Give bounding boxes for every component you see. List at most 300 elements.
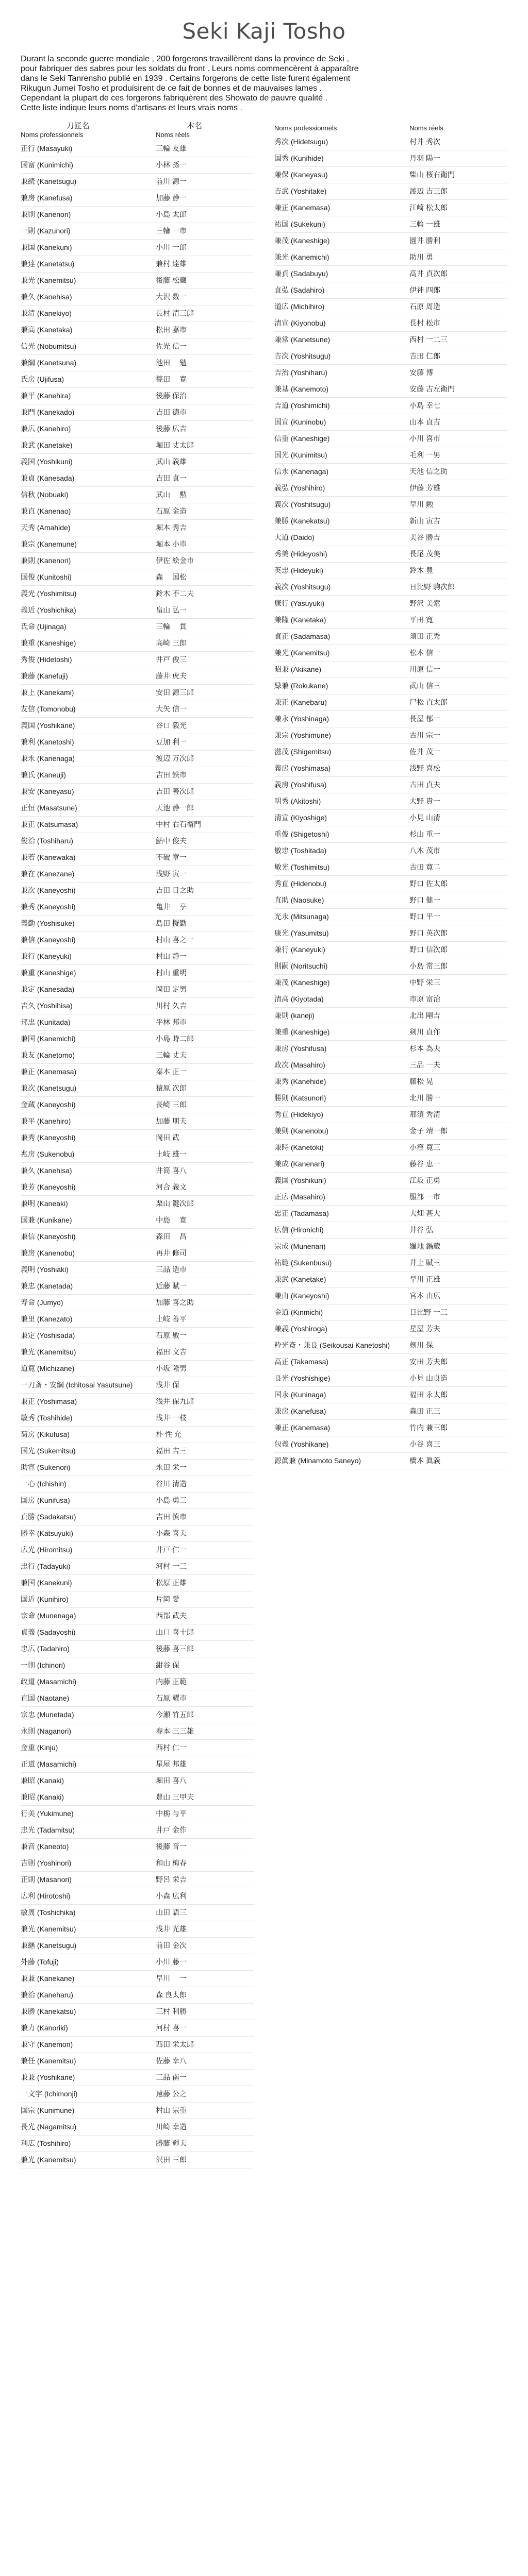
real-name: 安藤 博 [409,365,507,381]
table-row [21,1690,254,1707]
table-row [21,256,254,273]
table-row [21,948,254,965]
real-name: 近藤 賦一 [156,1278,254,1295]
professional-name: 広光 (Hiromitsu) [21,1542,156,1558]
table-row [274,282,507,299]
table-row [274,1189,507,1206]
professional-name: 兼重 (Kaneshige) [21,635,156,652]
table-row [274,1420,507,1436]
real-name: 堀田 丈太郎 [156,437,254,454]
table-row [274,1057,507,1074]
real-name: 大沢 数一 [156,289,254,306]
real-name: 小島 太郎 [156,207,254,223]
table-row [21,1427,254,1443]
real-name: 森 良太郎 [156,1987,254,2004]
professional-name: 兼次 (Kaneyoshi) [21,883,156,899]
real-name: 星屋 邦雄 [156,1756,254,1773]
table-row [21,1888,254,1905]
professional-name: 兼光 (Kanemitsu) [21,1344,156,1361]
smith-table-left [21,120,254,2168]
professional-name: 吉道 (Yoshimichi) [274,398,409,414]
professional-name: 利広 (Toshihiro) [21,2136,156,2152]
professional-name: 兼正 (Kanebaru) [274,694,409,711]
professional-name: 祐範 (Sukenbusu) [274,1255,409,1272]
table-row [21,273,254,289]
real-name: 吉田 日之助 [156,883,254,899]
professional-name: 秀俊 (Hidetoshi) [21,652,156,668]
real-name: 早川 勲 [409,497,507,513]
real-name: 市原 富治 [409,991,507,1008]
real-name: 武山 信三 [409,678,507,694]
real-name: 西田 栄太郎 [156,2037,254,2053]
table-row [274,530,507,546]
header-real-names [156,120,254,141]
professional-name: 忠光 (Tadamitsu) [21,1822,156,1839]
real-name: 島田 擬勤 [156,916,254,932]
professional-name: 兼清 (Kanekiyo) [21,306,156,322]
table-row [21,338,254,355]
table-row [21,2136,254,2152]
table-row [21,784,254,800]
professional-name: 兼永 (Yoshinaga) [274,711,409,727]
table-row [21,751,254,767]
table-row [21,2152,254,2168]
real-name: 岡田 定男 [156,981,254,998]
table-row [21,1014,254,1031]
professional-name: 兼時 (Kanetoki) [274,1140,409,1156]
professional-name: 忠行 (Tadayuki) [21,1558,156,1575]
table-row [274,1024,507,1041]
professional-name: 義弘 (Yoshihiro) [274,480,409,497]
table-row [21,998,254,1014]
real-name: 小森 喜夫 [156,1526,254,1542]
table-row [21,223,254,240]
professional-name: 道広 (Michihiro) [274,299,409,315]
real-name: 那須 秀清 [409,1107,507,1123]
real-name: 春本 三三雄 [156,1723,254,1740]
professional-name: 邦忠 (Kunitada) [21,1014,156,1031]
professional-name: 兼高 (Kanetaka) [21,322,156,338]
table-row [274,1304,507,1321]
header-professional-fr: Noms professionnels [274,124,337,132]
real-name: 三村 利勝 [156,2004,254,2020]
real-name: 天池 信之助 [409,464,507,480]
professional-name: 義国 (Yoshikane) [21,718,156,734]
table-row [21,1080,254,1097]
real-name: 小島 勇三 [156,1493,254,1509]
real-name: 沢田 三郎 [156,2152,254,2168]
professional-name: 国房 (Kunifusa) [21,1493,156,1509]
table-row [21,718,254,734]
professional-name: 兼宗 (Kanemune) [21,536,156,553]
real-name: 後藤 保治 [156,388,254,404]
table-row [21,619,254,635]
table-row [21,487,254,503]
professional-name: 兼則 (Kanenobu) [274,1123,409,1140]
table-row [274,925,507,942]
real-name: 中栃 与平 [156,1806,254,1822]
professional-name: 宗忠 (Munetada) [21,1707,156,1723]
professional-name: 兼国 (Kanekuni) [21,1575,156,1591]
real-name: 前川 源一 [156,174,254,190]
table-row [21,1196,254,1212]
professional-name: 正行 (Masayuki) [21,141,156,157]
real-name: 加藤 喜之助 [156,1295,254,1311]
table-row [21,1773,254,1789]
real-name: 藤松 晃 [409,1074,507,1090]
table-row [274,266,507,282]
real-name: 山田 語三 [156,1905,254,1921]
table-row [274,1288,507,1304]
real-name: 星屋 芳夫 [409,1321,507,1337]
professional-name: 吉則 (Yoshinori) [21,1855,156,1872]
table-row [21,1394,254,1410]
professional-name: 兼光 (Kanemitsu) [274,645,409,662]
table-row [274,662,507,678]
real-name: 日比野 駒次郎 [409,579,507,596]
professional-name: 兼安 (Kaneyasu) [21,784,156,800]
professional-name: 兼久 (Kanehisa) [21,289,156,306]
header-real-jp: 本名 [187,122,203,130]
real-name: 三輪 一市 [156,223,254,240]
real-name: 小見 山良造 [409,1370,507,1387]
table-row [274,975,507,991]
real-name: 平林 邦市 [156,1014,254,1031]
professional-name: 重俊 (Shigetoshi) [274,826,409,843]
professional-name: 兼直 (Kanenao) [21,503,156,520]
table-row [21,553,254,569]
professional-name: 敏光 (Toshimitsu) [274,859,409,876]
real-name: 早川 一 [156,1971,254,1987]
professional-name: 兼成 (Kanenari) [274,1156,409,1173]
real-name: 剣川 貞作 [409,1024,507,1041]
professional-name: 一刀斎・安綱 (Ichitosai Yasutsune) [21,1377,156,1394]
real-name: 小島 幸七 [409,398,507,414]
real-name: 山口 喜十郎 [156,1624,254,1641]
real-name: 後藤 広吉 [156,421,254,437]
professional-name: 兼忠 (Kanetada) [21,1278,156,1295]
table-row [21,1179,254,1196]
professional-name: 明秀 (Akitoshi) [274,793,409,810]
table-row [274,942,507,958]
table-row [274,612,507,629]
table-row [274,694,507,711]
table-row [274,183,507,200]
professional-name: 兼兼 (Kanekane) [21,1971,156,1987]
professional-name: 兼芳 (Kaneyoshi) [21,1179,156,1196]
table-row [274,1337,507,1354]
real-name: 後藤 音一 [156,1839,254,1855]
professional-name: 兼房 (Kanefusa) [21,190,156,207]
real-name: 安藤 吉左衛門 [409,381,507,398]
real-name: 小川 藤一 [156,1954,254,1971]
table-row [21,1476,254,1493]
professional-name: 国光 (Sukemitsu) [21,1443,156,1460]
real-name: 猿原 次郎 [156,1080,254,1097]
professional-name: 国秀 (Kunihide) [274,150,409,167]
table-row [274,299,507,315]
table-row [21,1097,254,1113]
real-name: 小窪 寛三 [409,1140,507,1156]
table-row [21,981,254,998]
real-name: 尸松 直太郎 [409,694,507,711]
professional-name: 義国 (Yoshikuni) [274,1173,409,1189]
table-row [21,1526,254,1542]
professional-name: 兼保 (Kaneyasu) [274,167,409,183]
professional-name: 粋光斎・兼良 (Seikousai Kanetoshi) [274,1337,409,1354]
table-row [21,817,254,833]
table-row [21,1872,254,1888]
professional-name: 国宣 (Kuninobu) [274,414,409,431]
table-row [21,2103,254,2119]
real-name: 八木 茂市 [409,843,507,859]
real-name: 三品 造市 [156,1262,254,1278]
real-name: 北川 勝一 [409,1090,507,1107]
professional-name: 兼武 (Kanetake) [21,437,156,454]
table-row [21,1460,254,1476]
real-name: 野口 平一 [409,909,507,925]
real-name: 井戸 仁一 [156,1542,254,1558]
table-row [21,289,254,306]
intro-line: Cependant la plupart de ces forgerons fabriquèrent des Showato de pauvre qualité . [21,94,328,103]
table-row [274,1272,507,1288]
real-name: 小見 山清 [409,810,507,826]
smith-table-body-left [21,141,254,2168]
table-row [21,1113,254,1130]
professional-name: 高正 (Takamasa) [274,1354,409,1370]
real-name: 畠山 弘一 [156,602,254,619]
real-name: 佐藤 幸八 [156,2053,254,2070]
table-row [21,1756,254,1773]
professional-name: 秀美 (Hideyoshi) [274,546,409,563]
real-name: 大畑 甚大 [409,1206,507,1222]
real-name: 浅井 保 [156,1377,254,1394]
professional-name: 信秋 (Nobuaki) [21,487,156,503]
real-name: 須田 正秀 [409,629,507,645]
table-row [21,1723,254,1740]
professional-name: 源眞兼 (Minamoto Saneyo) [274,1453,409,1469]
smith-list-left [21,120,254,2168]
real-name: 助川 勇 [409,249,507,266]
real-name: 片岡 愛 [156,1591,254,1608]
real-name: 川原 信一 [409,662,507,678]
professional-name: 緑兼 (Rokukane) [274,678,409,694]
real-name: 石原 耀市 [156,1690,254,1707]
table-row [274,1123,507,1140]
professional-name: 一心 (Ichishin) [21,1476,156,1493]
professional-name: 兼次 (Kanetsugu) [21,1080,156,1097]
professional-name: 兼則 (Kanenori) [21,207,156,223]
intro-line: pour fabriquer des sabres pour les soldats du front . Leurs noms commencèrent à apparaître [21,64,359,73]
real-name: 高井 貞次郎 [409,266,507,282]
real-name: 加藤 朋夫 [156,1113,254,1130]
real-name: 大矢 信一 [156,701,254,718]
professional-name: 金蔵 (Kaneyoshi) [21,1097,156,1113]
real-name: 三輪 貫 [156,619,254,635]
real-name: 小川 一郎 [156,240,254,256]
table-row [21,322,254,338]
table-row [21,1328,254,1344]
real-name: 杉山 重一 [409,826,507,843]
professional-name: 義房 (Yoshifusa) [274,777,409,793]
professional-name: 氏命 (Ujinaga) [21,619,156,635]
real-name: 篠田 寛 [156,371,254,388]
intro-line: Rikugun Jumei Tosho et produisirent de ce fait de bonnes et de mauvaises lames . [21,84,322,93]
table-row [21,1740,254,1756]
table-row [21,240,254,256]
real-name: 不破 章一 [156,850,254,866]
professional-name: 兼常 (Kanetsune) [274,332,409,348]
real-name: 三品 一夫 [409,1057,507,1074]
professional-name: 兼光 (Kanemitsu) [21,1921,156,1938]
professional-name: 秀直 (Hidekiyo) [274,1107,409,1123]
table-row [274,958,507,975]
table-row [274,447,507,464]
professional-name: 兼則 (kaneji) [274,1008,409,1024]
real-name: 亀井 享 [156,899,254,916]
intro-line: dans le Seki Tanrensho publié en 1939 . Certains forgerons de cette liste furent également [21,74,351,83]
header-professional-jp: 刀匠名 [66,122,90,130]
professional-name: 義近 (Yoshichika) [21,602,156,619]
professional-name: 兼在 (Kanezane) [21,866,156,883]
real-name: 渡辺 吉三郎 [409,183,507,200]
table-row [21,1575,254,1591]
table-row [21,1806,254,1822]
table-row [274,892,507,909]
real-name: 三輪 一雄 [409,216,507,233]
table-row [21,1707,254,1723]
real-name: 長崎 三郎 [156,1097,254,1113]
smith-lists [21,120,507,2168]
real-name: 井上 賦三 [409,1255,507,1272]
table-row [274,464,507,480]
professional-name: 兼重 (Kaneshige) [21,965,156,981]
real-name: 兼村 達雄 [156,256,254,273]
professional-name: 貞義 (Sadayoshi) [21,1624,156,1641]
table-row [21,1410,254,1427]
professional-name: 兼房 (Yoshifusa) [274,1041,409,1057]
professional-name: 吉久 (Yoshihisa) [21,998,156,1014]
real-name: 武山 義雄 [156,454,254,470]
table-row [274,431,507,447]
table-row [21,1278,254,1295]
professional-name: 忠広 (Tadahiro) [21,1641,156,1657]
table-row [21,1987,254,2004]
table-row [274,678,507,694]
table-row [21,2004,254,2020]
professional-name: 則嗣 (Noritsuchi) [274,958,409,975]
professional-name: 兼兼 (Yoshikane) [21,2070,156,2086]
professional-name: 兼勝 (Kanekatsu) [21,2004,156,2020]
real-name: 谷川 清造 [156,1476,254,1493]
table-row [274,200,507,216]
professional-name: 道寛 (Michizane) [21,1361,156,1377]
professional-name: 兼綱 (Kanetsuna) [21,355,156,371]
real-name: 服部 一市 [409,1189,507,1206]
professional-name: 正広 (Masahiro) [274,1189,409,1206]
real-name: 天池 静一郎 [156,800,254,817]
real-name: 美谷 勝吉 [409,530,507,546]
table-row [21,2020,254,2037]
table-row [21,1064,254,1080]
real-name: 野口 佐太郎 [409,876,507,892]
professional-name: 兼武 (Kanetake) [274,1272,409,1288]
table-row [21,2119,254,2136]
real-name: 安田 源三郎 [156,685,254,701]
table-row [21,404,254,421]
real-name: 河村 一三 [156,1558,254,1575]
table-row [21,454,254,470]
professional-name: 兼行 (Kaneyuki) [21,948,156,965]
table-row [274,546,507,563]
real-name: 小川 喜市 [409,431,507,447]
professional-name: 英忠 (Hideyuki) [274,563,409,579]
table-row [21,190,254,207]
table-row [274,332,507,348]
real-name: 伊佐 絵金市 [156,553,254,569]
table-row [21,437,254,454]
real-name: 伊藤 芳雄 [409,480,507,497]
professional-name: 兼力 (Kanoriki) [21,2020,156,2037]
real-name: 鈴木 不二夫 [156,586,254,602]
professional-name: 兼利 (Kanetoshi) [21,734,156,751]
professional-name: 兼守 (Kanemori) [21,2037,156,2053]
table-row [21,800,254,817]
table-row [21,388,254,404]
table-row [21,1047,254,1064]
header-real-names [409,124,507,134]
table-row [274,760,507,777]
professional-name: 祐国 (Sukekuni) [274,216,409,233]
real-name: 勝藤 輝夫 [156,2136,254,2152]
professional-name: 国光 (Kunimitsu) [274,447,409,464]
table-row [21,1608,254,1624]
table-row [21,1146,254,1163]
real-name: 浅井 光雄 [156,1921,254,1938]
professional-name: 兼信 (Kaneyoshi) [21,932,156,948]
table-row [21,1822,254,1839]
real-name: 野口 英次郎 [409,925,507,942]
professional-name: 正則 (Masanori) [21,1872,156,1888]
real-name: 吉田 慎市 [156,1509,254,1526]
professional-name: 菊房 (Kikufusa) [21,1427,156,1443]
professional-name: 昭兼 (Akikane) [274,662,409,678]
table-row [21,536,254,553]
table-row [274,249,507,266]
professional-name: 兼基 (Kanemoto) [274,381,409,398]
real-name: 北出 剛吉 [409,1008,507,1024]
professional-name: 兼平 (Kanehira) [21,388,156,404]
table-row [274,744,507,760]
table-row [21,1311,254,1328]
real-name: 豆加 利一 [156,734,254,751]
table-row [274,629,507,645]
table-row [21,883,254,899]
table-row [21,207,254,223]
table-row [21,652,254,668]
real-name: 鮎中 俊夫 [156,833,254,850]
professional-name: 兼昭 (Kanaki) [21,1773,156,1789]
real-name: 日比野 一三 [409,1304,507,1321]
professional-name: 兼行 (Kaneyuki) [274,942,409,958]
real-name: 松田 嘉市 [156,322,254,338]
professional-name: 国宗 (Kunimune) [21,2103,156,2119]
professional-name: 兼秀 (Kaneyoshi) [21,1130,156,1146]
real-name: 杉本 為夫 [409,1041,507,1057]
real-name: 長村 清三郎 [156,306,254,322]
table-row [274,381,507,398]
real-name: 加藤 静一 [156,190,254,207]
